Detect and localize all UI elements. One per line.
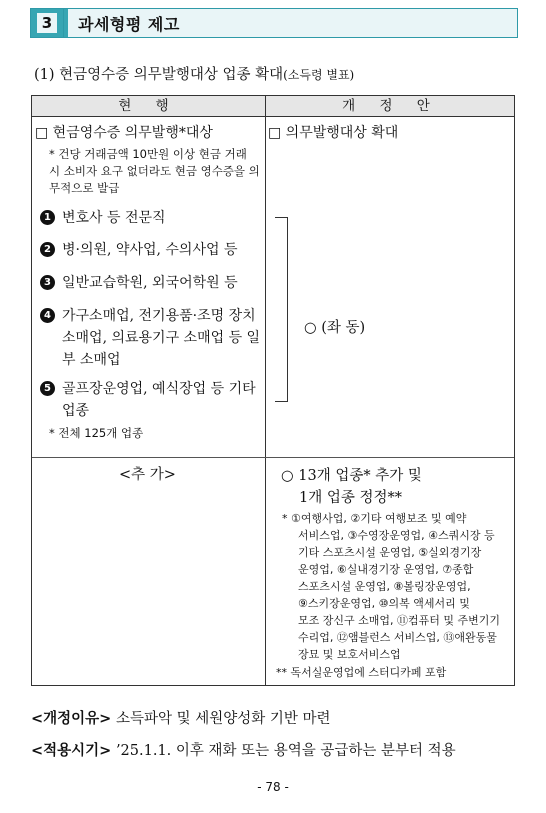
- note-line: ⑨스키장운영업, ⑩의복 액세서리 및: [298, 597, 470, 610]
- total-note: * 전체 125개 업종: [49, 426, 144, 440]
- bracket: [275, 217, 288, 402]
- subheading: [34, 63, 354, 84]
- revised-note-2: ** 독서실운영업에 스터디카페 포함: [276, 666, 447, 679]
- add-line-1: ○ 13개 업종* 추가 및: [281, 468, 422, 484]
- list-item: [40, 272, 262, 294]
- note-line: 장묘 및 보호서비스업: [298, 648, 401, 661]
- section-title: 과세형평 제고: [64, 9, 517, 37]
- item-number: 5: [40, 381, 55, 396]
- subheading-label: (1) 현금영수증 의무발행대상 업종 확대: [34, 67, 284, 83]
- item-number: 1: [40, 210, 55, 225]
- current-note: * 건당 거래금액 10만원 이상 현금 거래 시 소비자 요구 없더라도 현금 영수증을 의무적으로 발급: [49, 147, 260, 195]
- list-item: [40, 305, 262, 371]
- apply-line: [31, 739, 456, 760]
- add-line-2: 1개 업종 정정**: [299, 490, 402, 506]
- page-number: - 78 -: [257, 780, 289, 794]
- list-item: [40, 207, 262, 229]
- header-current: 현 행: [118, 98, 179, 114]
- reason-line: [31, 707, 330, 728]
- item-text: 변호사 등 전문직: [62, 210, 166, 226]
- item-number: 4: [40, 308, 55, 323]
- item-text: 일반교습학원, 외국어학원 등: [62, 275, 238, 291]
- comparison-table: [31, 95, 515, 686]
- note-line: 모조 장신구 소매업, ⑪컴퓨터 및 주변기기: [298, 614, 500, 627]
- item-number: 3: [40, 275, 55, 290]
- note-line: * ①여행사업, ②기타 여행보조 및 예약: [282, 512, 467, 525]
- current-title: □ 현금영수증 의무발행*대상: [35, 125, 213, 141]
- note-line: 수리업, ⑫앰블런스 서비스업, ⑬애완동물: [298, 631, 497, 644]
- item-text: 골프장운영업, 예식장업 등 기타 업종: [62, 381, 256, 419]
- list-item: [40, 378, 262, 422]
- row-divider: [32, 457, 514, 458]
- same-as-left: ○ (좌 동): [304, 320, 366, 336]
- header-revised: 개 정 안: [342, 98, 440, 114]
- section-header: [30, 8, 518, 38]
- list-item: [40, 239, 262, 261]
- add-label: <추 가>: [119, 467, 176, 483]
- column-divider: [265, 96, 266, 685]
- reason-label: <개정이유>: [31, 711, 112, 727]
- revised-note: [282, 510, 512, 663]
- item-number: 2: [40, 242, 55, 257]
- reason-text: 소득파악 및 세원양성화 기반 마련: [115, 711, 331, 727]
- revised-title: □ 의무발행대상 확대: [268, 125, 399, 141]
- note-line: 기타 스포츠시설 운영업, ⑤실외경기장: [298, 546, 482, 559]
- note-line: 서비스업, ③수영장운영업, ④스쿼시장 등: [298, 529, 495, 542]
- section-number: 3: [37, 13, 57, 33]
- note-line: 스포츠시설 운영업, ⑧볼링장운영업,: [298, 580, 471, 593]
- item-text: 가구소매업, 전기용품·조명 장치 소매업, 의료용기구 소매업 등 일부 소매업: [62, 308, 261, 368]
- apply-text: ’25.1.1. 이후 재화 또는 용역을 공급하는 분부터 적용: [115, 743, 456, 759]
- item-text: 병·의원, 약사업, 수의사업 등: [62, 242, 238, 258]
- table-header: [32, 96, 514, 117]
- note-line: 운영업, ⑥실내경기장 운영업, ⑦종합: [298, 563, 474, 576]
- subheading-ref: (소득령 별표): [283, 68, 355, 82]
- apply-label: <적용시기>: [31, 743, 112, 759]
- section-number-box: [31, 9, 64, 37]
